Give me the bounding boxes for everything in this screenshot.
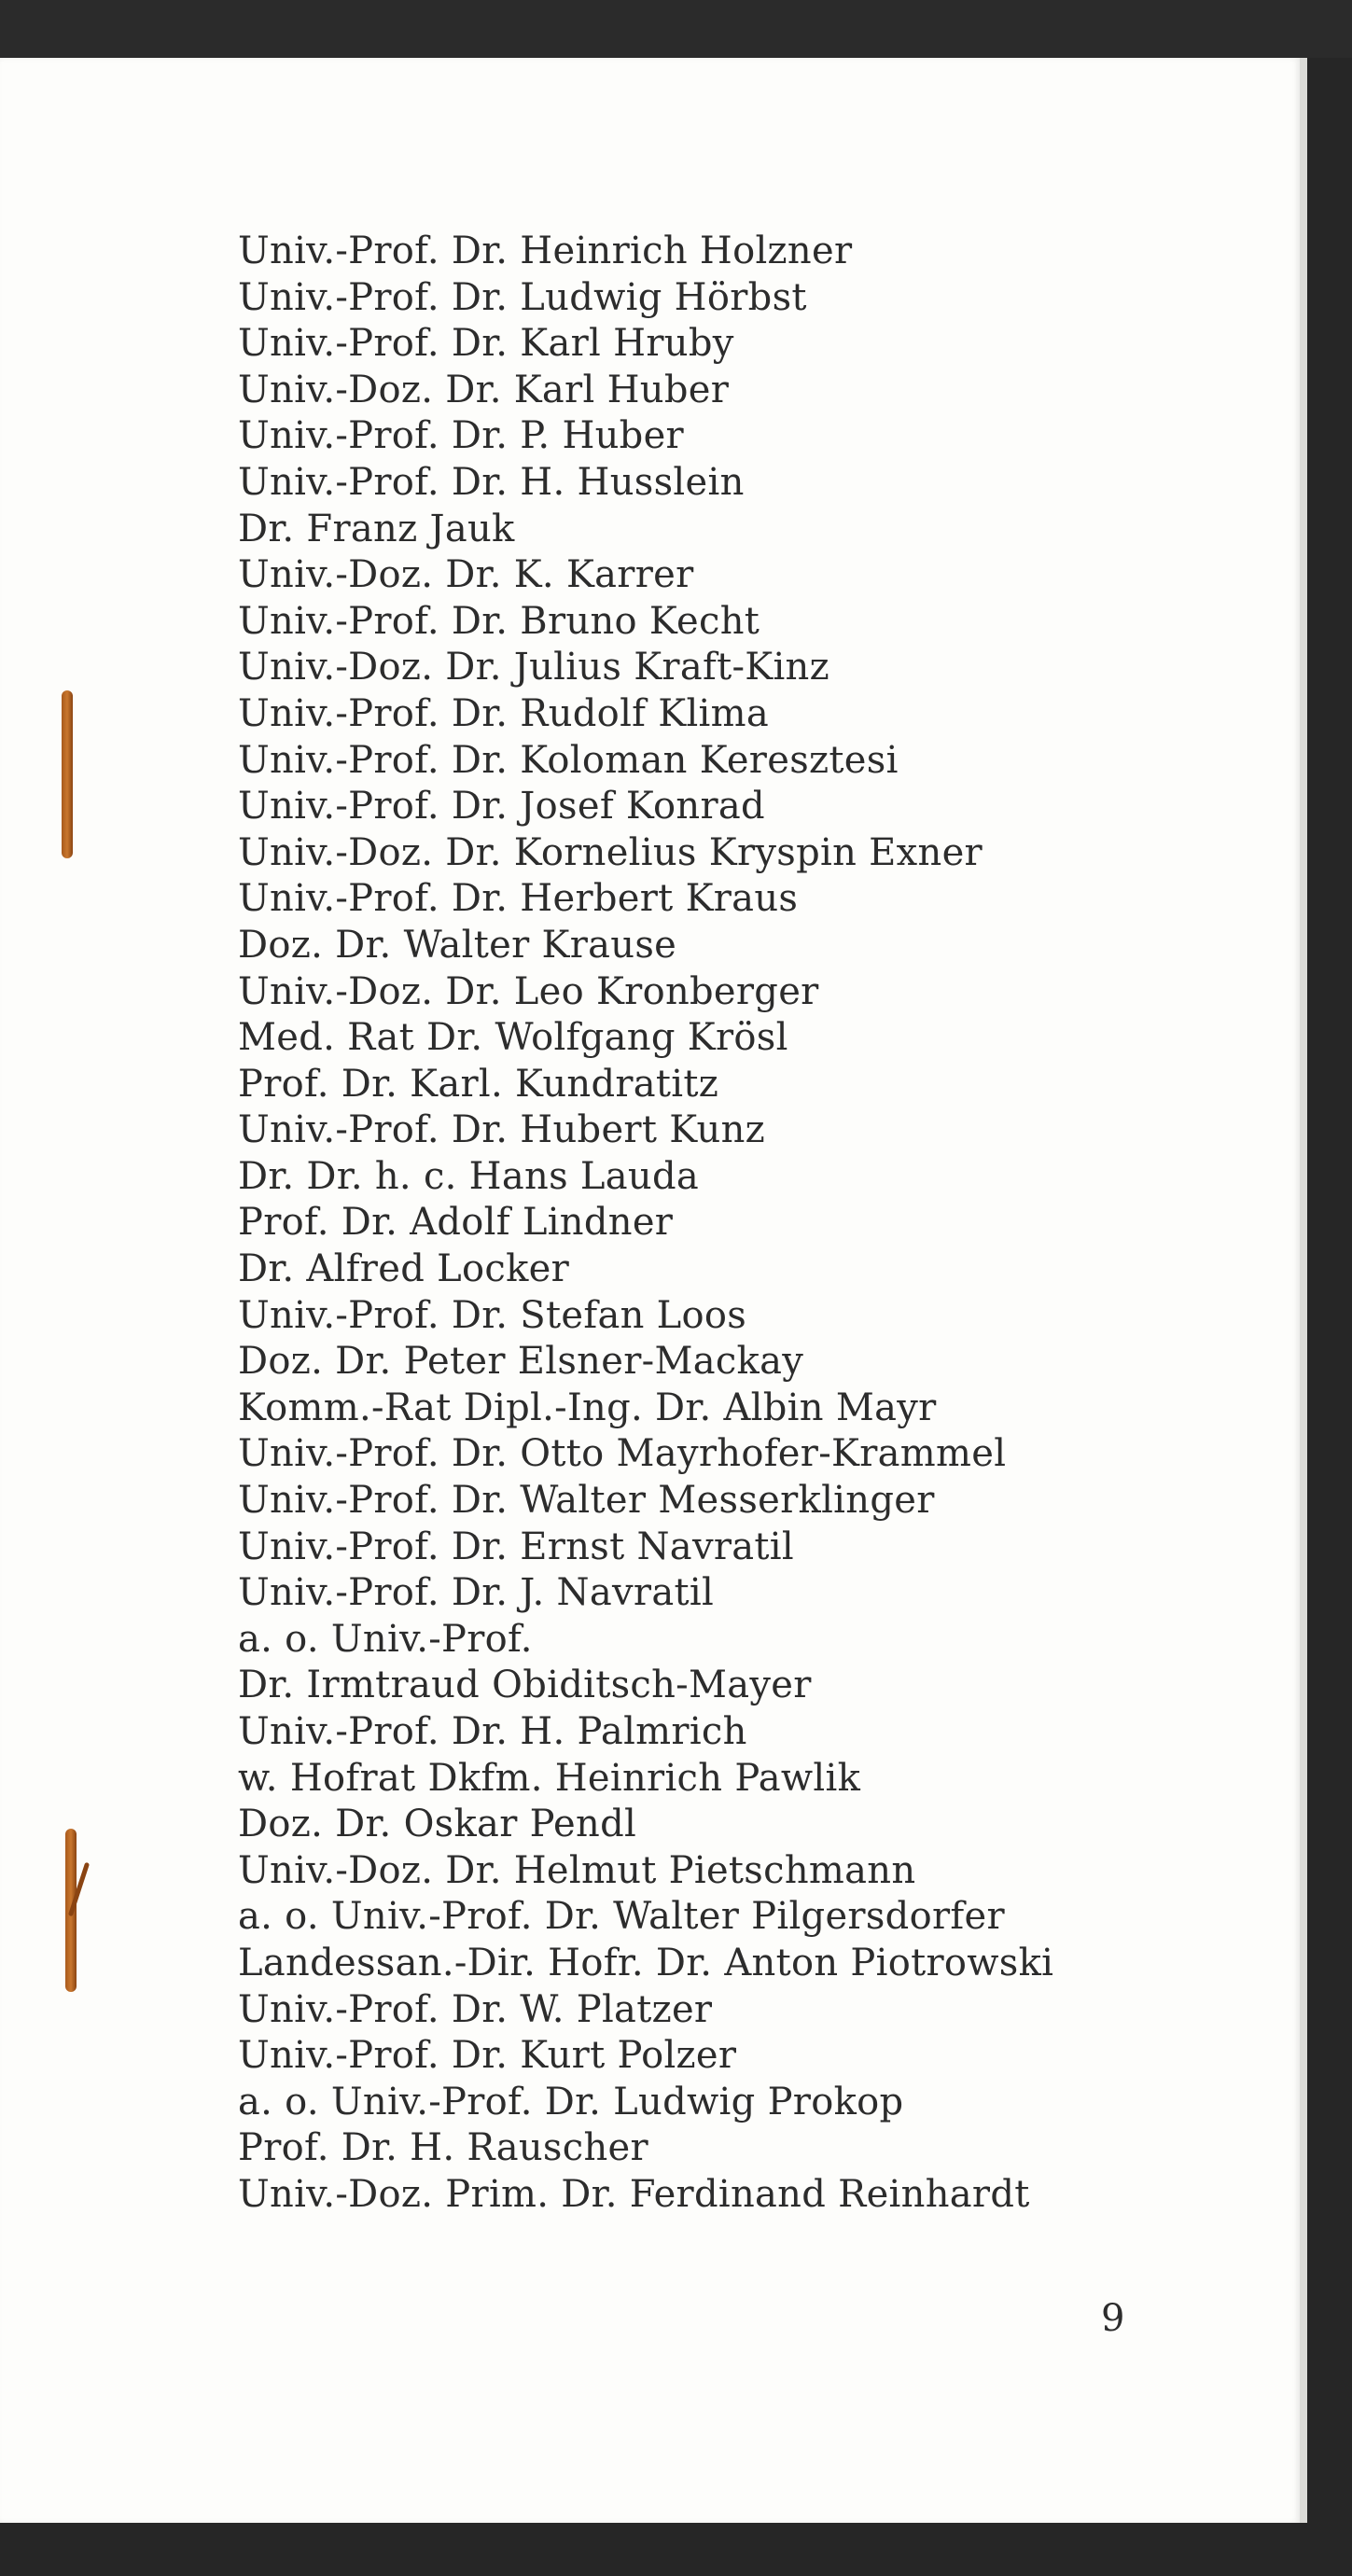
name-entry: Univ.-Prof. Dr. W. Platzer [238,1987,713,2031]
name-entry: a. o. Univ.-Prof. Dr. Ludwig Prokop [238,2080,904,2123]
name-entry: a. o. Univ.-Prof. [238,1617,533,1661]
name-entry: Landessan.-Dir. Hofr. Dr. Anton Piotrowski [238,1941,1054,1984]
name-entry: Univ.-Prof. Dr. J. Navratil [238,1571,715,1615]
name-entry: Univ.-Prof. Dr. Otto Mayrhofer-Krammel [238,1432,1007,1476]
name-entry: Univ.-Doz. Dr. Leo Kronberger [238,969,819,1013]
name-entry: Doz. Dr. Walter Krause [238,923,677,967]
name-entry: Prof. Dr. Adolf Lindner [238,1201,674,1245]
name-entry: Univ.-Prof. Dr. H. Husslein [238,460,745,504]
scan-background-top [0,0,1352,58]
name-entry: Univ.-Prof. Dr. Walter Messerklinger [238,1479,935,1523]
name-entry: Univ.-Prof. Dr. H. Palmrich [238,1710,747,1753]
name-entry: Univ.-Prof. Dr. Rudolf Klima [238,691,770,735]
name-entry: Med. Rat Dr. Wolfgang Krösl [238,1016,788,1060]
name-entry: Univ.-Doz. Dr. Julius Kraft-Kinz [238,646,829,689]
name-entry: Prof. Dr. H. Rauscher [238,2126,648,2170]
name-entry: Univ.-Doz. Dr. Kornelius Kryspin Exner [238,830,983,874]
page-number: 9 [1101,2297,1125,2340]
name-entry: Prof. Dr. Karl. Kundratitz [238,1062,719,1106]
name-entry: Dr. Dr. h. c. Hans Lauda [238,1154,700,1198]
name-entry: Univ.-Prof. Dr. Josef Konrad [238,785,765,828]
name-entry: Univ.-Prof. Dr. P. Huber [238,414,684,458]
name-entry: Univ.-Prof. Dr. Herbert Kraus [238,877,799,921]
name-entry: Dr. Irmtraud Obiditsch-Mayer [238,1664,812,1707]
name-entry: Univ.-Prof. Dr. Stefan Loos [238,1293,747,1337]
name-entry: Univ.-Prof. Dr. Heinrich Holzner [238,230,853,272]
name-entry: Dr. Franz Jauk [238,507,515,550]
name-entry: Univ.-Prof. Dr. Hubert Kunz [238,1108,766,1152]
name-entry: Univ.-Prof. Dr. Karl Hruby [238,322,734,366]
name-entry: Univ.-Prof. Dr. Ernst Navratil [238,1525,794,1568]
staple-rust-mark-upper [62,690,73,858]
name-entry: Komm.-Rat Dipl.-Ing. Dr. Albin Mayr [238,1385,937,1429]
name-entry: Univ.-Prof. Dr. Kurt Polzer [238,2034,737,2078]
name-entry: Univ.-Prof. Dr. Ludwig Hörbst [238,275,807,319]
name-entry: w. Hofrat Dkfm. Heinrich Pawlik [238,1756,861,1800]
name-entry: a. o. Univ.-Prof. Dr. Walter Pilgersdorfer [238,1895,1005,1939]
name-entry: Doz. Dr. Peter Elsner-Mackay [238,1340,804,1384]
page-edge [1300,58,1307,2523]
name-entry: Univ.-Doz. Dr. Karl Huber [238,368,730,411]
name-list [238,229,1053,2219]
name-entry: Univ.-Doz. Prim. Dr. Ferdinand Reinhardt [238,2172,1030,2216]
name-entry: Dr. Alfred Locker [238,1247,570,1291]
name-entry: Univ.-Prof. Dr. Koloman Keresztesi [238,738,899,782]
name-entry: Univ.-Doz. Dr. Helmut Pietschmann [238,1848,916,1892]
name-entry: Univ.-Doz. Dr. K. Karrer [238,553,694,597]
name-entry: Doz. Dr. Oskar Pendl [238,1803,637,1846]
name-entry: Univ.-Prof. Dr. Bruno Kecht [238,599,760,643]
